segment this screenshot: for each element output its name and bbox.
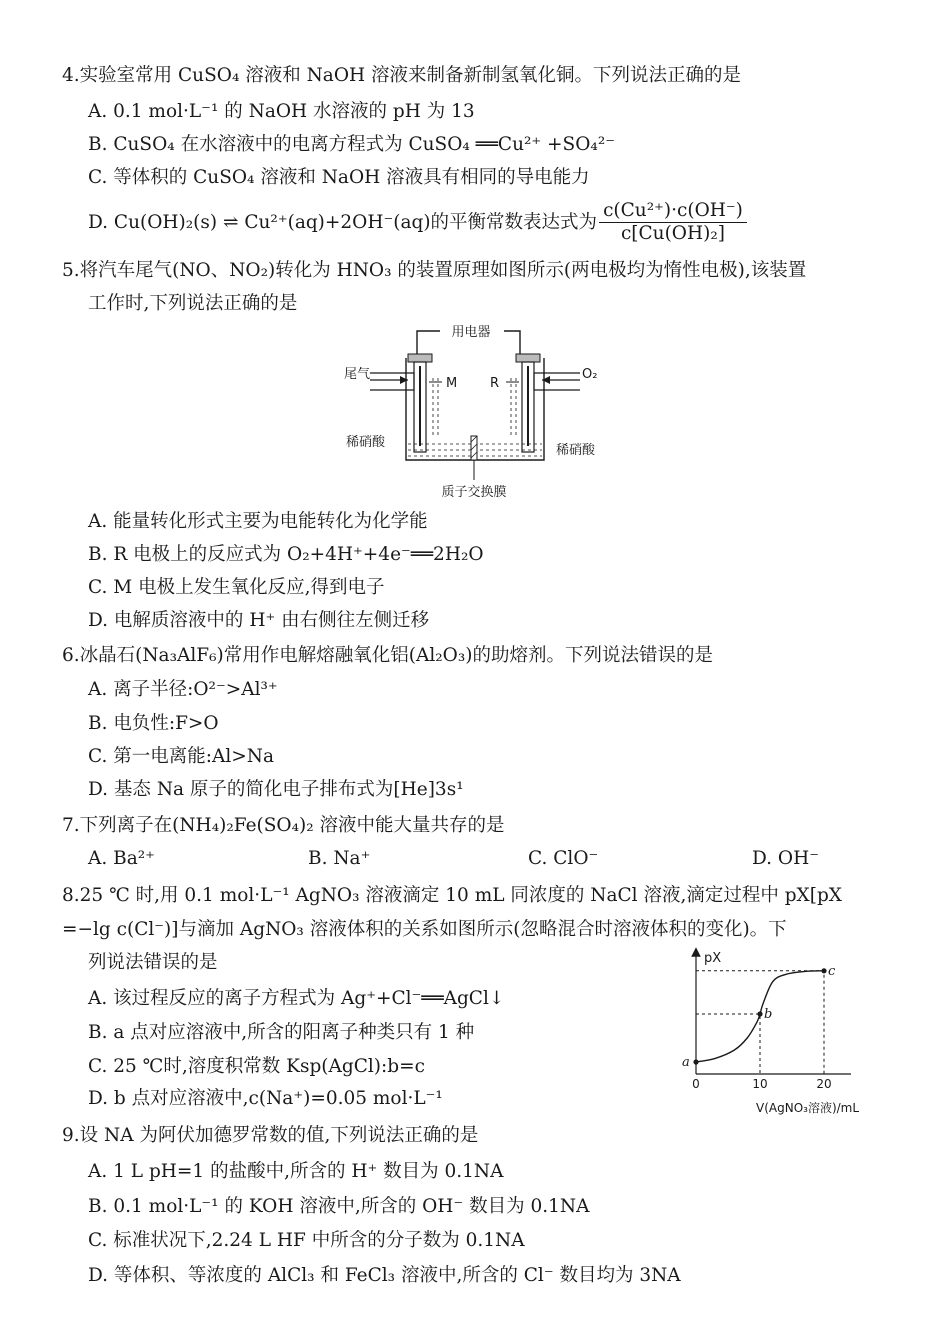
q9-option-d: D. 等体积、等浓度的 AlCl₃ 和 FeCl₃ 溶液中,所含的 Cl⁻ 数目均为 3NA bbox=[88, 1265, 681, 1286]
q5-option-d: D. 电解质溶液中的 H⁺ 由右侧往左侧迁移 bbox=[88, 610, 430, 631]
q6-option-b: B. 电负性:F>O bbox=[88, 713, 219, 734]
q8-titration-chart bbox=[676, 944, 896, 1120]
q9-option-a: A. 1 L pH=1 的盐酸中,所含的 H⁺ 数目为 0.1NA bbox=[88, 1161, 504, 1182]
q6-stem: 6.冰晶石(Na₃AlF₆)常用作电解熔融氧化铝(Al₂O₃)的助熔剂。下列说法错误的是 bbox=[62, 645, 713, 666]
q7-option-d: D. OH⁻ bbox=[752, 848, 819, 869]
label-membrane: 质子交换膜 bbox=[441, 485, 507, 500]
q8-option-d: D. b 点对应溶液中,c(Na⁺)=0.05 mol·L⁻¹ bbox=[88, 1088, 443, 1109]
q4-option-d-fraction bbox=[599, 200, 747, 245]
q4-option-a: A. 0.1 mol·L⁻¹ 的 NaOH 水溶液的 pH 为 13 bbox=[88, 101, 475, 122]
q5-stem-line2: 工作时,下列说法正确的是 bbox=[88, 293, 298, 314]
x-tick-label-20: 20 bbox=[816, 1077, 832, 1091]
q4-fraction-denominator: c[Cu(OH)₂] bbox=[620, 223, 725, 244]
q6-option-d: D. 基态 Na 原子的简化电子排布式为[He]3s¹ bbox=[88, 779, 464, 800]
q8-stem-line2: =−lg c(Cl⁻)]与滴加 AgNO₃ 溶液体积的关系如图所示(忽略混合时溶液体积的变化)。下 bbox=[62, 919, 787, 940]
label-acid-right: 稀硝酸 bbox=[556, 443, 596, 458]
q5-option-a: A. 能量转化形式主要为电能转化为化学能 bbox=[88, 511, 428, 532]
q4-fraction-numerator: c(Cu²⁺)·c(OH⁻) bbox=[599, 200, 747, 223]
label-electrode-r: R bbox=[490, 376, 500, 391]
q6-option-a: A. 离子半径:O²⁻>Al³⁺ bbox=[88, 679, 278, 700]
q8-option-c: C. 25 ℃时,溶度积常数 Ksp(AgCl):b=c bbox=[88, 1056, 425, 1077]
q4-option-c: C. 等体积的 CuSO₄ 溶液和 NaOH 溶液具有相同的导电能力 bbox=[88, 167, 590, 188]
q9-stem: 9.设 NA 为阿伏加德罗常数的值,下列说法正确的是 bbox=[62, 1125, 479, 1146]
q8-stem-line1: 8.25 ℃ 时,用 0.1 mol·L⁻¹ AgNO₃ 溶液滴定 10 mL 同浓度的 NaCl 溶液,滴定过程中 pX[pX bbox=[62, 885, 842, 906]
q4-option-d-text: D. Cu(OH)₂(s) ⇌ Cu²⁺(aq)+2OH⁻(aq)的平衡常数表达式为 bbox=[88, 211, 598, 233]
q5-option-c: C. M 电极上发生氧化反应,得到电子 bbox=[88, 577, 385, 598]
q7-option-c: C. ClO⁻ bbox=[528, 848, 599, 869]
q7-option-b: B. Na⁺ bbox=[308, 848, 371, 869]
point-b bbox=[757, 1011, 762, 1016]
label-electrode-m: M bbox=[446, 376, 458, 391]
q5-stem-line1: 5.将汽车尾气(NO、NO₂)转化为 HNO₃ 的装置原理如图所示(两电极均为惰性电极),该装置 bbox=[62, 260, 807, 281]
x-tick-label-10: 10 bbox=[752, 1077, 768, 1091]
q8-option-a: A. 该过程反应的离子方程式为 Ag⁺+Cl⁻══AgCl↓ bbox=[88, 988, 505, 1009]
q7-stem: 7.下列离子在(NH₄)₂Fe(SO₄)₂ 溶液中能大量共存的是 bbox=[62, 815, 505, 836]
y-axis-label: pX bbox=[704, 951, 722, 966]
point-label-b: b bbox=[764, 1007, 773, 1022]
q8-option-b: B. a 点对应溶液中,所含的阳离子种类只有 1 种 bbox=[88, 1022, 475, 1043]
q9-option-c: C. 标准状况下,2.24 L HF 中所含的分子数为 0.1NA bbox=[88, 1230, 525, 1251]
q4-option-b: B. CuSO₄ 在水溶液中的电离方程式为 CuSO₄ ══Cu²⁺ +SO₄²⁻ bbox=[88, 134, 615, 155]
label-acid-left: 稀硝酸 bbox=[346, 435, 386, 450]
point-c bbox=[821, 968, 826, 973]
x-axis-label: V(AgNO₃溶液)/mL bbox=[756, 1101, 860, 1115]
q5-option-b: B. R 电极上的反应式为 O₂+4H⁺+4e⁻══2H₂O bbox=[88, 544, 484, 565]
q5-electrolysis-figure bbox=[330, 318, 620, 508]
q8-stem-line3: 列说法错误的是 bbox=[88, 952, 218, 973]
q7-option-a: A. Ba²⁺ bbox=[88, 848, 155, 869]
q4-option-d bbox=[88, 200, 747, 245]
point-label-c: c bbox=[828, 963, 836, 979]
point-a bbox=[693, 1059, 698, 1064]
label-device: 用电器 bbox=[451, 325, 491, 340]
q9-option-b: B. 0.1 mol·L⁻¹ 的 KOH 溶液中,所含的 OH⁻ 数目为 0.1NA bbox=[88, 1196, 590, 1217]
point-label-a: a bbox=[682, 1055, 690, 1070]
q4-stem: 4.实验室常用 CuSO₄ 溶液和 NaOH 溶液来制备新制氢氧化铜。下列说法正确的是 bbox=[62, 65, 742, 86]
x-tick-label-0: 0 bbox=[692, 1077, 700, 1091]
label-oxygen: O₂ bbox=[582, 367, 598, 382]
guide-b bbox=[696, 1014, 760, 1074]
q6-option-c: C. 第一电离能:Al>Na bbox=[88, 746, 274, 767]
label-exhaust: 尾气 bbox=[344, 367, 371, 382]
